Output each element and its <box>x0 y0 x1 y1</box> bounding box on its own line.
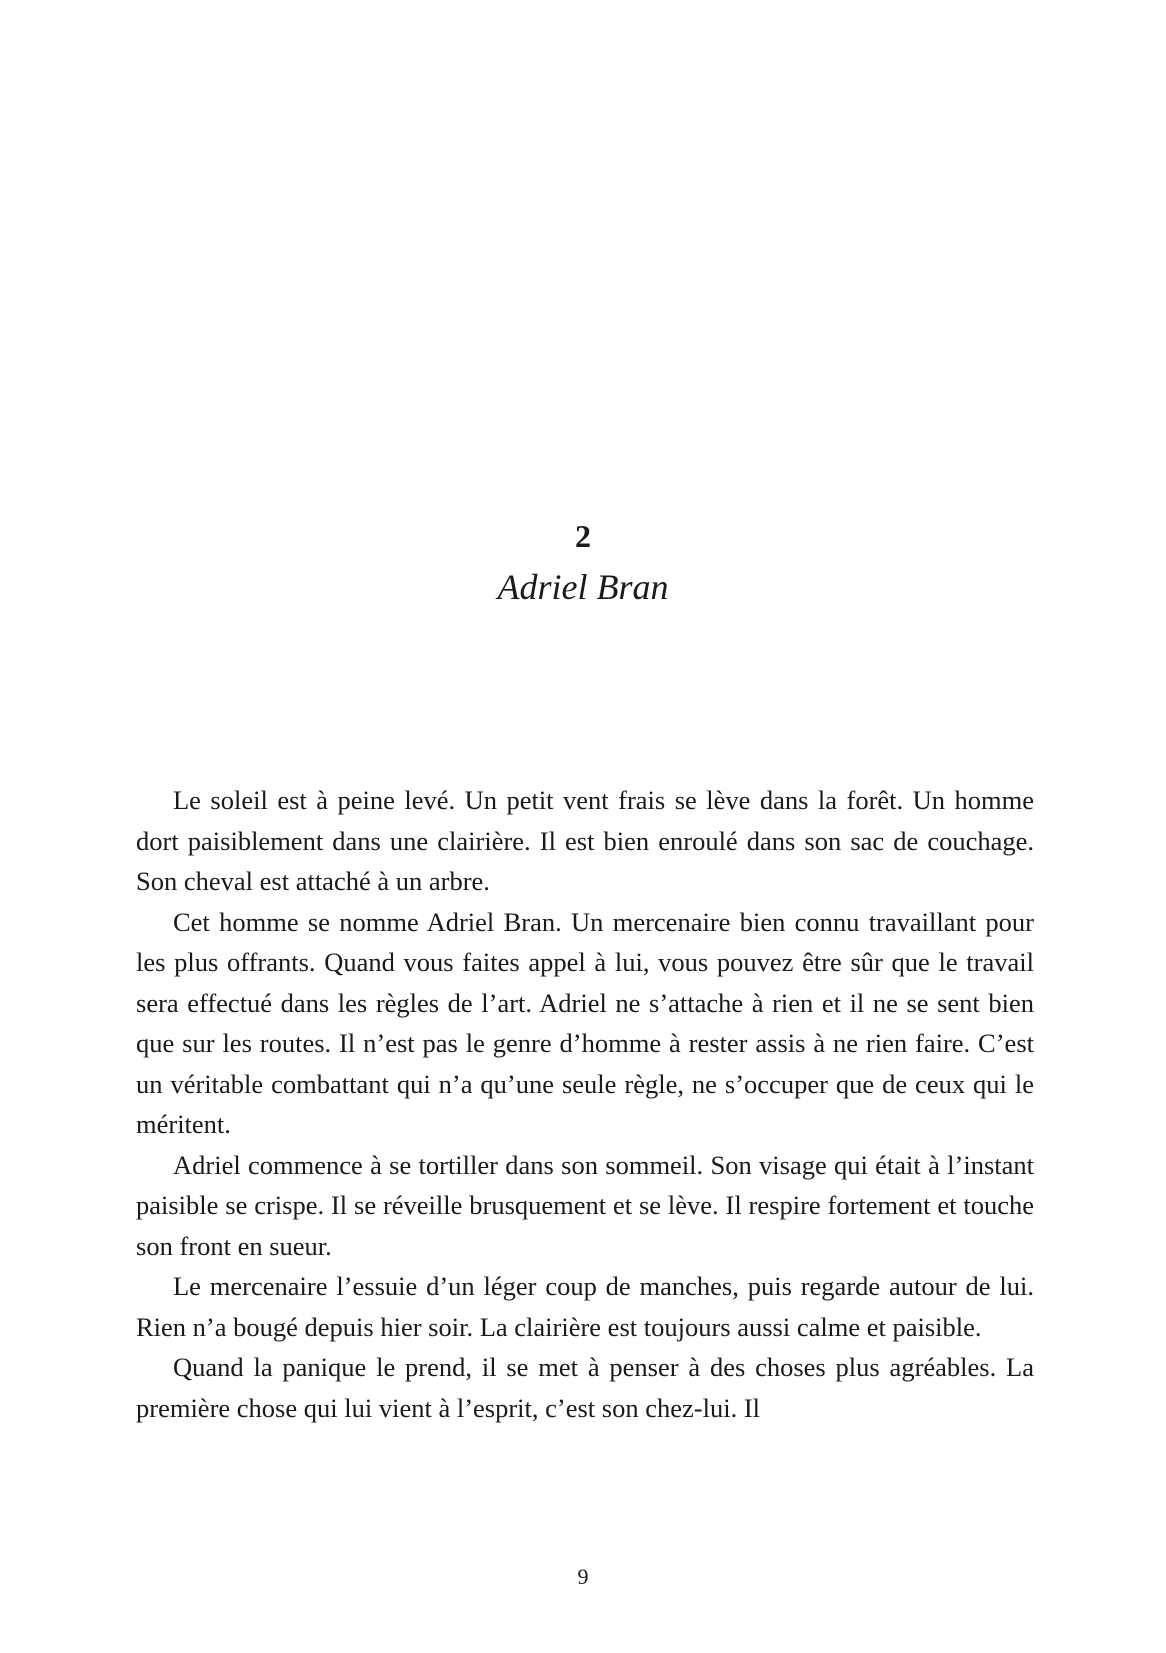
chapter-number: 2 <box>575 518 591 554</box>
chapter-title: Adriel Bran <box>497 567 669 607</box>
paragraph: Adriel commence à se tortiller dans son sommeil. Son visage qui était à l’instant paisible se crispe. Il se réveille brusquement et se lève. Il respire fortement et touche son front en sueur. <box>136 1149 1034 1261</box>
page-number: 9 <box>577 1564 589 1589</box>
paragraph: Cet homme se nomme Adriel Bran. Un mercenaire bien connu travaillant pour les plus offrants. Quand vous faites appel à lui, vous pouvez être sûr que le travail sera effectué dans les règles de l’art. Adriel ne s’attache à rien et il ne se sent bien que sur les routes. Il n’est pas le genre d’homme à rester assis à ne rien faire. C’est un véritable combattant qui n’a qu’une seule règle, ne s’occuper que de ceux qui le méritent. <box>136 906 1034 1139</box>
chapter-body <box>136 780 1034 1428</box>
paragraph: Le mercenaire l’essuie d’un léger coup de manches, puis regarde autour de lui. Rien n’a bougé depuis hier soir. La clairière est toujours aussi calme et paisible. <box>136 1271 1034 1342</box>
paragraph: Quand la panique le prend, il se met à penser à des choses plus agréables. La première chose qui lui vient à l’esprit, c’est son chez-lui. Il <box>136 1352 1034 1423</box>
paragraph: Le soleil est à peine levé. Un petit vent frais se lève dans la forêt. Un homme dort paisiblement dans une clairière. Il est bien enroulé dans son sac de couchage. Son cheval est attaché à un arbre. <box>136 785 1034 896</box>
